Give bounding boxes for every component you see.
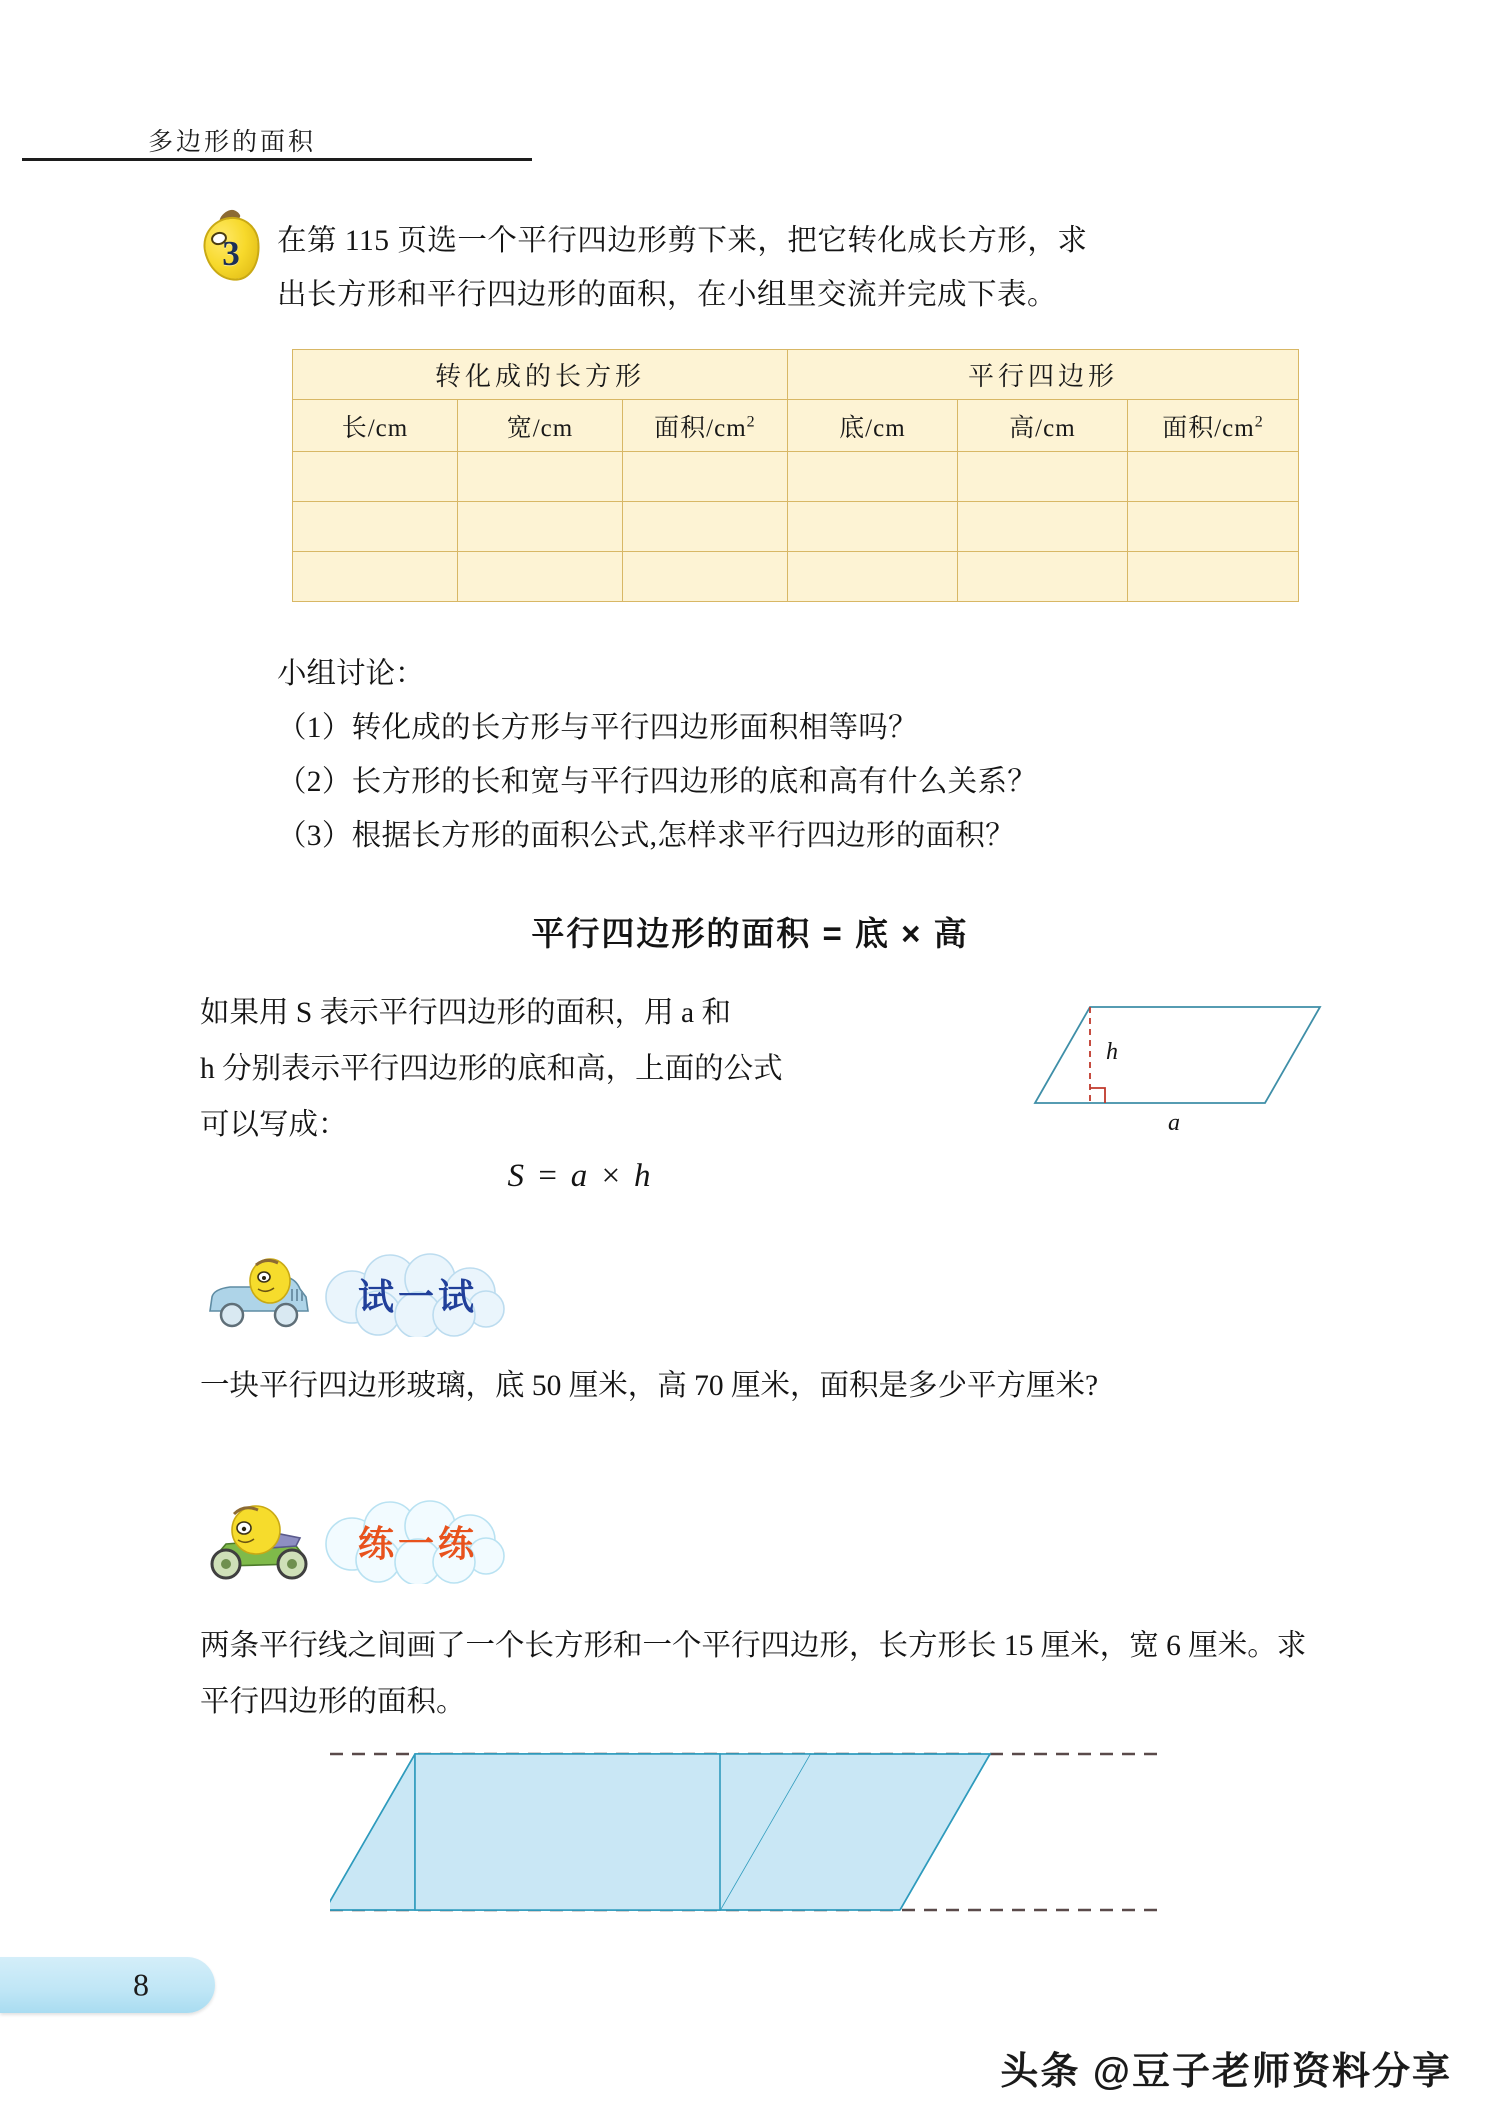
table-cell-blank[interactable] <box>457 552 622 602</box>
table-cell-blank[interactable] <box>1127 552 1298 602</box>
section-header-practice <box>200 1492 530 1596</box>
table-subheader-base <box>787 400 957 452</box>
table-cell-blank[interactable] <box>957 452 1127 502</box>
table-cell-blank[interactable] <box>293 552 458 602</box>
table-cell-blank[interactable] <box>1127 502 1298 552</box>
subheader-text: 面积/cm <box>654 414 747 442</box>
table-group-header-parallelogram: 平行四边形 <box>787 350 1298 400</box>
page-number-label: 8 <box>133 1966 149 2003</box>
try-problem-text: 一块平行四边形玻璃，底 50 厘米，高 70 厘米，面积是多少平方厘米? <box>200 1370 1099 1402</box>
chick-in-car-icon <box>200 1253 318 1333</box>
section-label-try: 试一试 <box>357 1276 478 1317</box>
table-subheader-height <box>957 400 1127 452</box>
problem3-line-2: 出长方形和平行四边形的面积，在小组里交流并完成下表。 <box>277 279 1058 311</box>
table-group-header-rectangle: 转化成的长方形 <box>293 350 788 400</box>
table-cell-blank[interactable] <box>457 452 622 502</box>
bottom-figure-svg <box>330 1748 1160 1948</box>
section-header-try <box>200 1245 530 1349</box>
symbol-formula: S = a × h <box>507 1158 653 1194</box>
table-subheader-rect-area <box>622 400 787 452</box>
table-subheader-row <box>293 400 1299 452</box>
footer-watermark: 头条 @豆子老师资料分享 <box>1000 2051 1452 2093</box>
table-cell-blank[interactable] <box>1127 452 1298 502</box>
subheader-text: 长/cm <box>341 414 409 442</box>
subheader-text: 宽/cm <box>506 414 574 442</box>
parallelogram-diagram <box>1030 975 1330 1135</box>
running-head: 多边形的面积 <box>148 129 317 156</box>
problem3-text <box>277 214 1317 322</box>
parallelogram-shape <box>1035 1007 1320 1103</box>
table-cell-blank[interactable] <box>622 452 787 502</box>
problem-number-label: 3 <box>222 234 240 273</box>
table-cell-blank[interactable] <box>957 552 1127 602</box>
bottom-figure <box>330 1748 1160 1948</box>
table-cell-blank[interactable] <box>787 452 957 502</box>
section-label-practice: 练一练 <box>357 1523 478 1564</box>
table-cell-blank[interactable] <box>622 552 787 602</box>
right-angle-marker-icon <box>1090 1088 1105 1103</box>
problem3-line-1: 在第 115 页选一个平行四边形剪下来，把它转化成长方形，求 <box>277 225 1088 257</box>
symbol-paragraph <box>200 985 1010 1153</box>
table-cell-blank[interactable] <box>293 502 458 552</box>
table-row[interactable] <box>293 452 1299 502</box>
subheader-text: 高/cm <box>1009 414 1076 442</box>
table-cell-blank[interactable] <box>622 502 787 552</box>
discussion-question-1: （1）转化成的长方形与平行四边形面积相等吗？ <box>277 712 918 744</box>
base-label: a <box>1168 1110 1180 1135</box>
header-rule <box>22 158 532 161</box>
chick-on-motorcycle-icon <box>200 1498 318 1582</box>
discussion-title: 小组讨论： <box>277 658 425 690</box>
discussion-block <box>277 647 1337 863</box>
table-subheader-pgram-area <box>1127 400 1298 452</box>
height-label: h <box>1106 1039 1118 1065</box>
measurement-table <box>292 349 1299 602</box>
key-formula: 平行四边形的面积 = 底 × 高 <box>531 915 969 952</box>
table-subheader-length <box>293 400 458 452</box>
symbol-paragraph-line-2: h 分别表示平行四边形的底和高，上面的公式 <box>200 1053 783 1085</box>
parallelogram-svg <box>1030 975 1330 1135</box>
symbol-paragraph-line-1: 如果用 S 表示平行四边形的面积，用 a 和 <box>200 997 732 1029</box>
table-cell-blank[interactable] <box>293 452 458 502</box>
problem-number-badge <box>200 215 262 279</box>
table-cell-blank[interactable] <box>457 502 622 552</box>
table-row[interactable] <box>293 552 1299 602</box>
superscript-2: 2 <box>746 413 756 431</box>
discussion-question-2: （2）长方形的长和宽与平行四边形的底和高有什么关系？ <box>277 766 1038 798</box>
table-cell-blank[interactable] <box>787 552 957 602</box>
subheader-text: 面积/cm <box>1162 414 1255 442</box>
symbol-paragraph-line-3: 可以写成： <box>200 1109 348 1141</box>
table-row[interactable] <box>293 502 1299 552</box>
table-cell-blank[interactable] <box>787 502 957 552</box>
discussion-question-3: （3）根据长方形的面积公式,怎样求平行四边形的面积？ <box>277 820 1015 852</box>
subheader-text: 底/cm <box>839 414 906 442</box>
superscript-2: 2 <box>1254 413 1264 431</box>
page-number-pill <box>0 1957 215 2013</box>
table-cell-blank[interactable] <box>957 502 1127 552</box>
practice-problem-text: 两条平行线之间画了一个长方形和一个平行四边形，长方形长 15 厘米，宽 6 厘米。求平行四边形的面积。 <box>200 1630 1307 1718</box>
table-group-header-row <box>293 350 1299 400</box>
table-subheader-width <box>457 400 622 452</box>
